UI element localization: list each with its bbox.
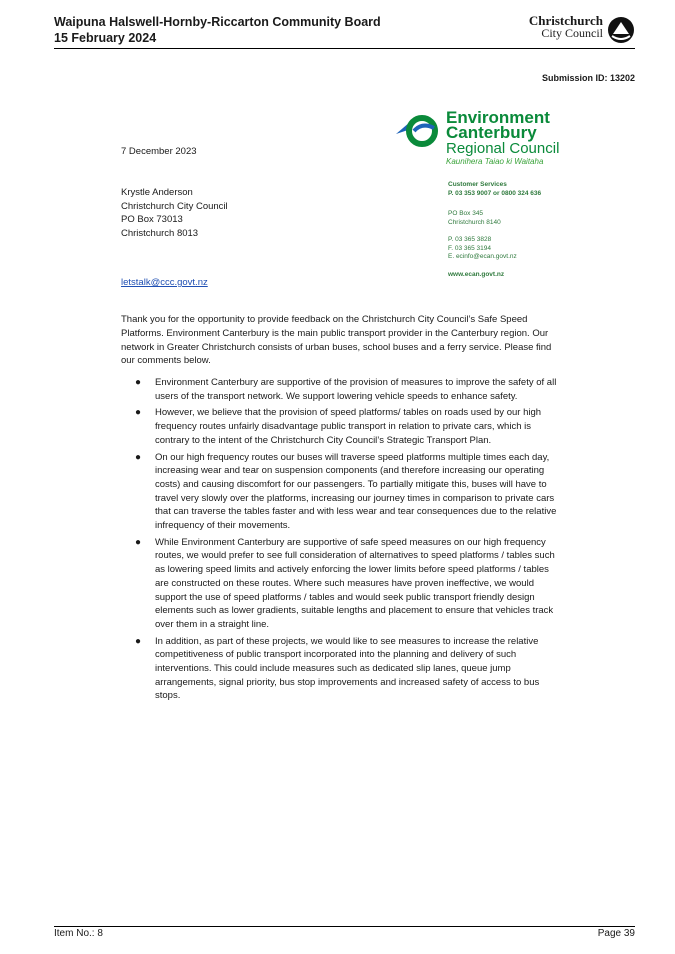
letter-date: 7 December 2023 — [121, 146, 197, 157]
bullet-text: In addition, as part of these projects, we would like to see measures to increase the relative competitiveness of public transport incorporated into the planning and delivery of such interventions. This could include measures such as dedicated slip lanes, queue jump arrangements, signal priority, bus stop improvements and increased safety of access to bus stops. — [155, 635, 540, 702]
contact-phone: P. 03 365 3828 — [448, 236, 492, 243]
bullet-icon: ● — [135, 635, 142, 647]
ecan-tagline: Kaunihera Taiao ki Waitaha — [446, 157, 544, 166]
submission-id: Submission ID: 13202 — [541, 73, 635, 83]
bullet-text: Environment Canterbury are supportive of the provision of measures to improve the safety of all users of the transport network. We support lowering vehicle speeds to enhance safety. — [155, 377, 557, 402]
contact-fax: F. 03 365 3194 — [448, 244, 492, 252]
recipient-line: Christchurch 8013 — [121, 227, 199, 239]
meeting-date: 15 February 2024 — [54, 31, 157, 45]
recipient-line: Christchurch City Council — [121, 200, 228, 212]
footer-divider — [54, 926, 635, 927]
council-sub: City Council — [541, 26, 603, 40]
email-link[interactable]: letstalk@ccc.govt.nz — [121, 277, 208, 288]
christchurch-city-council-logo — [515, 14, 635, 46]
recipient-address — [121, 186, 228, 240]
bullet-icon: ● — [135, 451, 142, 463]
intro-paragraph: Thank you for the opportunity to provide feedback on the Christchurch City Council’s Safe Speed Platforms. Environment Canterbury is the main public transport provider in the Canterbury region. Our network in Greater Christchurch consists of urban buses, school buses and a ferry service. Please find our comments below. — [121, 314, 552, 367]
services-phone: P. 03 353 9007 or 0800 324 636 — [448, 189, 542, 197]
list-item — [121, 536, 561, 632]
list-item — [121, 376, 561, 403]
council-name: Christchurch — [528, 13, 603, 28]
ecan-swirl-icon — [394, 114, 442, 148]
board-name: Waipuna Halswell-Hornby-Riccarton Community Board — [54, 15, 381, 29]
list-item — [121, 635, 561, 704]
contact-services — [448, 181, 541, 198]
contact-numbers — [448, 236, 517, 262]
services-label: Customer Services — [448, 181, 507, 188]
council-emblem-icon — [607, 16, 635, 44]
recipient-line: PO Box 73013 — [121, 214, 183, 225]
bullet-text: On our high frequency routes our buses will traverse speed platforms multiple times each day, increasing wear and tear on suspension components (and therefore increasing our operating costs) and causing discomfort for our passengers. To partially mitigate this, buses will have to travel very slowly over the platforms, increasing our journey times in comparison to private cars that can traverse the tables faster and with less wear and tear consequences due to the relative infrequency of their movements. — [155, 451, 557, 532]
bullet-icon: ● — [135, 377, 142, 388]
header-title-block — [54, 14, 381, 46]
bullet-text: While Environment Canterbury are supportive of safe speed measures on our high frequency routes, we would prefer to see full consideration of alternatives to speed platforms / tables such as lowering speed limits and actively enforcing the lower limits before speed platforms / tables are constructed on these routes. Where such measures have proven ineffective, we would support the use of speed platforms / tables and would seek public transport friendly design elements such as lower gradients, suitable lengths and placement to ensure that vehicles track over them in a straight line. — [155, 536, 555, 630]
bullet-icon: ● — [135, 407, 142, 419]
contact-website: www.ecan.govt.nz — [448, 271, 505, 278]
comments-list — [121, 376, 561, 706]
page-number: Page 39 — [597, 928, 635, 939]
bullet-icon: ● — [135, 536, 142, 548]
ecan-line3: Regional Council — [446, 140, 560, 157]
list-item — [121, 451, 561, 533]
header-divider — [54, 48, 635, 49]
list-item — [121, 406, 561, 447]
po-box: PO Box 345 — [448, 210, 484, 217]
bullet-text: However, we believe that the provision of speed platforms/ tables on roads used by our high frequency routes unfairly disadvantage public transport in relation to private cars, which is contrary to the intent of the Christchurch City Council’s Strategic Transport Plan. — [155, 407, 542, 446]
ecan-line1: Environment — [446, 108, 550, 127]
recipient-line: Krystle Anderson — [121, 187, 193, 198]
postal-city: Christchurch 8140 — [448, 218, 501, 226]
contact-postal — [448, 210, 501, 227]
item-number: Item No.: 8 — [54, 928, 103, 939]
contact-email: E. ecinfo@ecan.govt.nz — [448, 253, 517, 260]
ecan-line2: Canterbury — [446, 123, 537, 142]
